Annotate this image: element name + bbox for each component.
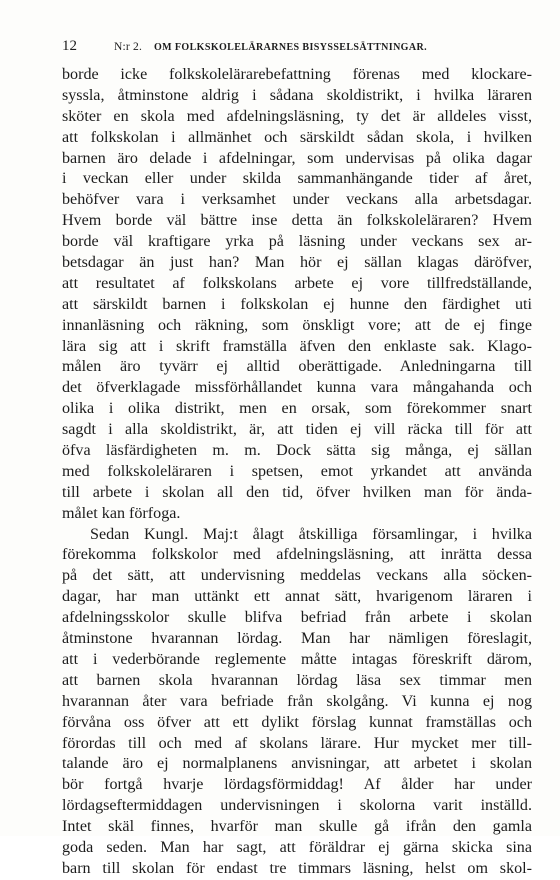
text-line: förekomma folkskolor med afdelningsläsning, att inrätta dessa: [62, 546, 532, 564]
text-line: goda seden. Man har sagt, att föräldrar ej gärna skicka sina: [62, 838, 532, 856]
text-line: syssla, åtminstone aldrig i sådana skoldistrikt, i hvilka läraren: [62, 86, 532, 104]
text-line: i veckan eller under skilda sammanhängande tider af året,: [62, 170, 532, 188]
body-text: [62, 65, 532, 880]
text-line: att folkskolan i allmänhet och särskildt sådan skola, i hvilken: [62, 128, 532, 146]
text-line: att resultatet af folkskolans arbete ej vore tillfredställande,: [62, 274, 532, 292]
text-line: till arbete i skolan all den tid, öfver hvilken man för ända-: [62, 483, 532, 501]
text-line: borde väl kraftigare yrka på läsning under veckans sex ar-: [62, 233, 532, 251]
paragraph-container: [62, 65, 532, 880]
text-line: barn till skolan för endast tre timmars läsning, helst om skol-: [62, 859, 532, 877]
text-line: att särskildt barnen i folkskolan ej hunne den färdighet uti: [62, 295, 532, 313]
text-line: talande äro ej normalplanens anvisningar, att arbetet i skolan: [62, 755, 532, 773]
text-line: det öfverklagade missförhållandet kunna vara mångahanda och: [62, 379, 532, 397]
text-line: lära sig att i skrift framställa äfven den enklaste sak. Klago-: [62, 337, 532, 355]
text-line: Hvem borde väl bättre inse detta än folkskoleläraren? Hvem: [62, 212, 532, 230]
text-line: innanläsning och räkning, som önskligt vore; att de ej finge: [62, 316, 532, 334]
text-line: dagar, har man uttänkt ett annat sätt, hvarigenom läraren i: [62, 588, 532, 606]
text-line: målen äro tyvärr ej alltid oberättigade. Anledningarna till: [62, 358, 532, 376]
running-title: OM FOLKSKOLELÄRARNES BISYSSELSÄTTNINGAR.: [154, 42, 428, 53]
text-line: borde icke folkskolelärarebefattning förenas med klockare-: [62, 66, 532, 83]
text-line: behöfver vara i verksamhet under veckans alla arbetsdagar.: [62, 191, 532, 209]
text-line: hvarannan åter vara befriade från skolgång. Vi kunna ej nog: [62, 692, 532, 710]
text-line: bör fortgå hvarje lördagsförmiddag! Af ålder har under: [62, 776, 532, 794]
text-line: sköter en skola med afdelningsläsning, ty det är alldeles visst,: [62, 107, 532, 125]
text-line: på det sätt, att undervisning meddelas veckans alla söcken-: [62, 567, 532, 585]
text-line: öfva läsfärdigheten m. m. Dock sätta sig många, ej sällan: [62, 442, 532, 460]
text-line: lördagseftermiddagen undervisningen i skolorna varit inställd.: [62, 797, 532, 815]
issue-number: N:r 2.: [114, 41, 143, 53]
paragraph: [62, 65, 532, 525]
text-line: afdelningsskolor skulle blifva befriad från arbete i skolan: [62, 609, 532, 627]
text-line: att i vederbörande reglemente måtte intagas föreskrift därom,: [62, 650, 532, 668]
text-line: barnen äro delade i afdelningar, som undervisas på olika dagar: [62, 149, 532, 167]
page-header: [62, 38, 532, 58]
text-line: målet kan förfoga.: [62, 504, 181, 522]
text-line: Sedan Kungl. Maj:t ålagt åtskilliga församlingar, i hvilka: [90, 525, 532, 543]
text-line: förvåna oss öfver att ett dylikt förslag kunnat framställas och: [62, 713, 532, 731]
text-line: Intet skäl finnes, hvarför man skulle gå ifrån den gamla: [62, 818, 532, 836]
text-line: förordas till och med af skolans lärare. Hur mycket mer till-: [62, 734, 532, 752]
text-line: sagdt i alla skoldistrikt, är, att tiden ej vill räcka till för att: [62, 421, 532, 439]
page-number: 12: [62, 38, 77, 54]
text-line: olika i olika distrikt, men en orsak, som förekommer snart: [62, 400, 532, 418]
text-line: betsdagar än just han? Man hör ej sällan klagas däröfver,: [62, 254, 532, 272]
paragraph: [62, 525, 532, 880]
text-line: att barnen skola hvarannan lördag läsa sex timmar men: [62, 671, 532, 689]
text-line: åtminstone hvarannan lördag. Man har nämligen föreslagit,: [62, 630, 532, 648]
text-line: med folkskoleläraren i spetsen, emot yrkandet att använda: [62, 462, 532, 480]
